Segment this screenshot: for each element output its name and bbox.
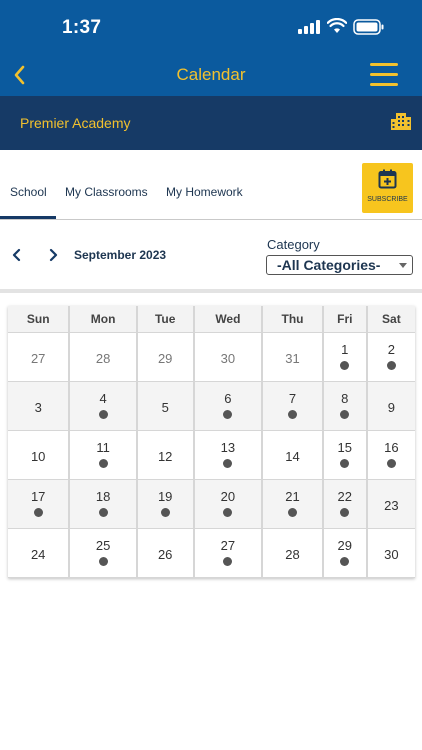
calendar-day-cell[interactable]: [70, 529, 137, 578]
calendar-day-cell[interactable]: [368, 333, 415, 382]
day-number: 30: [220, 351, 236, 366]
calendar-day-cell[interactable]: [138, 480, 195, 529]
event-dot-icon: [340, 410, 349, 419]
day-number: 31: [285, 351, 300, 366]
event-dot-icon: [99, 459, 108, 468]
calendar-day-cell[interactable]: [324, 529, 368, 578]
event-dot-icon: [223, 508, 232, 517]
calendar-day-cell[interactable]: [138, 382, 195, 431]
day-number: 1: [341, 342, 349, 357]
calendar-day-cell[interactable]: [70, 382, 137, 431]
calendar-day-cell[interactable]: [8, 431, 70, 480]
day-number: 12: [157, 449, 173, 464]
calendar-day-cell[interactable]: [195, 480, 264, 529]
category-selected-value: -All Categories-: [277, 257, 381, 273]
day-number: 15: [337, 440, 353, 455]
calendar-day-cell[interactable]: [263, 382, 324, 431]
calendar-day-cell[interactable]: [368, 480, 415, 529]
subscribe-label: SUBSCRIBE: [367, 196, 408, 203]
weekday-header: Wed: [195, 306, 264, 333]
hamburger-menu-icon[interactable]: [370, 63, 398, 87]
day-number: 5: [161, 400, 169, 415]
building-icon[interactable]: [391, 112, 411, 130]
calendar-week-row: [8, 431, 415, 480]
event-dot-icon: [288, 508, 297, 517]
current-month-label: September 2023: [74, 248, 167, 262]
calendar-day-cell[interactable]: [195, 382, 264, 431]
dropdown-arrow-icon: [399, 263, 407, 268]
day-number: 4: [99, 391, 107, 406]
category-dropdown[interactable]: [266, 255, 413, 275]
divider: [0, 289, 422, 293]
weekday-header: Sun: [8, 306, 70, 333]
calendar-day-cell[interactable]: [70, 431, 137, 480]
calendar-day-cell[interactable]: [8, 529, 70, 578]
category-label: Category: [267, 237, 320, 252]
calendar-day-cell[interactable]: [263, 480, 324, 529]
weekday-header: Mon: [70, 306, 137, 333]
day-number: 14: [285, 449, 300, 464]
calendar-day-cell[interactable]: [263, 529, 324, 578]
calendar-day-cell[interactable]: [324, 382, 368, 431]
day-number: 9: [387, 400, 395, 415]
event-dot-icon: [340, 459, 349, 468]
calendar-day-cell[interactable]: [195, 529, 264, 578]
calendar-day-cell[interactable]: [324, 480, 368, 529]
calendar-day-cell[interactable]: [368, 382, 415, 431]
page-title: Calendar: [176, 65, 246, 84]
day-number: 11: [96, 440, 110, 455]
day-number: 28: [95, 351, 111, 366]
tab-school[interactable]: School: [10, 185, 47, 199]
calendar-day-cell[interactable]: [138, 333, 195, 382]
day-number: 8: [341, 391, 349, 406]
day-number: 13: [220, 440, 236, 455]
weekday-header: Sat: [368, 306, 415, 333]
day-number: 10: [30, 449, 46, 464]
school-banner: [0, 96, 422, 150]
battery-icon: [353, 19, 385, 35]
status-bar: [0, 0, 422, 56]
day-number: 17: [30, 489, 46, 504]
cellular-signal-icon: [298, 20, 322, 34]
next-month-icon[interactable]: [46, 246, 60, 264]
day-number: 18: [95, 489, 111, 504]
day-number: 27: [220, 538, 236, 553]
nav-bar: [0, 56, 422, 96]
calendar-day-cell[interactable]: [368, 529, 415, 578]
event-dot-icon: [223, 459, 232, 468]
event-dot-icon: [387, 459, 396, 468]
previous-month-icon[interactable]: [10, 246, 24, 264]
day-number: 3: [34, 400, 42, 415]
wifi-icon: [327, 18, 347, 34]
day-number: 19: [157, 489, 173, 504]
calendar-day-cell[interactable]: [195, 431, 264, 480]
day-number: 29: [337, 538, 353, 553]
calendar-day-cell[interactable]: [70, 333, 137, 382]
weekday-header: Fri: [324, 306, 368, 333]
day-number: 25: [95, 538, 111, 553]
day-number: 16: [384, 440, 399, 455]
calendar-day-cell[interactable]: [324, 431, 368, 480]
day-number: 7: [288, 391, 297, 406]
event-dot-icon: [99, 557, 108, 566]
event-dot-icon: [99, 508, 108, 517]
day-number: 27: [30, 351, 46, 366]
calendar-week-row: [8, 529, 415, 578]
event-dot-icon: [340, 508, 349, 517]
day-number: 24: [30, 547, 46, 562]
tab-my-classrooms[interactable]: My Classrooms: [65, 185, 148, 199]
day-number: 23: [384, 498, 399, 513]
weekday-header: Thu: [263, 306, 324, 333]
calendar-day-cell[interactable]: [70, 480, 137, 529]
day-number: 29: [157, 351, 173, 366]
calendar-grid: [8, 306, 415, 578]
event-dot-icon: [161, 508, 170, 517]
calendar-day-cell[interactable]: [138, 529, 195, 578]
day-number: 26: [157, 547, 173, 562]
calendar-day-cell[interactable]: [263, 333, 324, 382]
calendar-day-cell[interactable]: [8, 382, 70, 431]
calendar-add-icon: [378, 169, 397, 189]
day-number: 20: [220, 489, 236, 504]
event-dot-icon: [340, 361, 349, 370]
event-dot-icon: [223, 557, 232, 566]
tab-my-homework[interactable]: My Homework: [166, 185, 243, 199]
month-navigation: [0, 220, 422, 290]
calendar-day-cell[interactable]: [263, 431, 324, 480]
event-dot-icon: [387, 361, 396, 370]
calendar-week-row: [8, 333, 415, 382]
event-dot-icon: [288, 410, 297, 419]
calendar-day-cell[interactable]: [195, 333, 264, 382]
event-dot-icon: [99, 410, 108, 419]
calendar-week-row: [8, 382, 415, 431]
month-calendar: [8, 306, 415, 578]
day-number: 28: [285, 547, 300, 562]
day-number: 30: [384, 547, 399, 562]
event-dot-icon: [340, 557, 349, 566]
day-number: 6: [224, 391, 232, 406]
calendar-day-cell[interactable]: [368, 431, 415, 480]
calendar-day-cell[interactable]: [138, 431, 195, 480]
calendar-day-cell[interactable]: [324, 333, 368, 382]
calendar-day-cell[interactable]: [8, 333, 70, 382]
day-number: 21: [285, 489, 300, 504]
calendar-week-row: [8, 480, 415, 529]
tab-bar: [0, 150, 422, 220]
calendar-day-cell[interactable]: [8, 480, 70, 529]
event-dot-icon: [223, 410, 232, 419]
subscribe-button[interactable]: [362, 163, 413, 213]
event-dot-icon: [34, 508, 43, 517]
active-tab-indicator: [0, 216, 56, 219]
day-number: 2: [387, 342, 395, 357]
weekday-header: Tue: [138, 306, 195, 333]
school-name: Premier Academy: [20, 115, 131, 131]
weekday-header-row: [8, 306, 415, 333]
app-header: [0, 0, 422, 96]
status-time: 1:37: [62, 17, 102, 38]
day-number: 22: [337, 489, 353, 504]
